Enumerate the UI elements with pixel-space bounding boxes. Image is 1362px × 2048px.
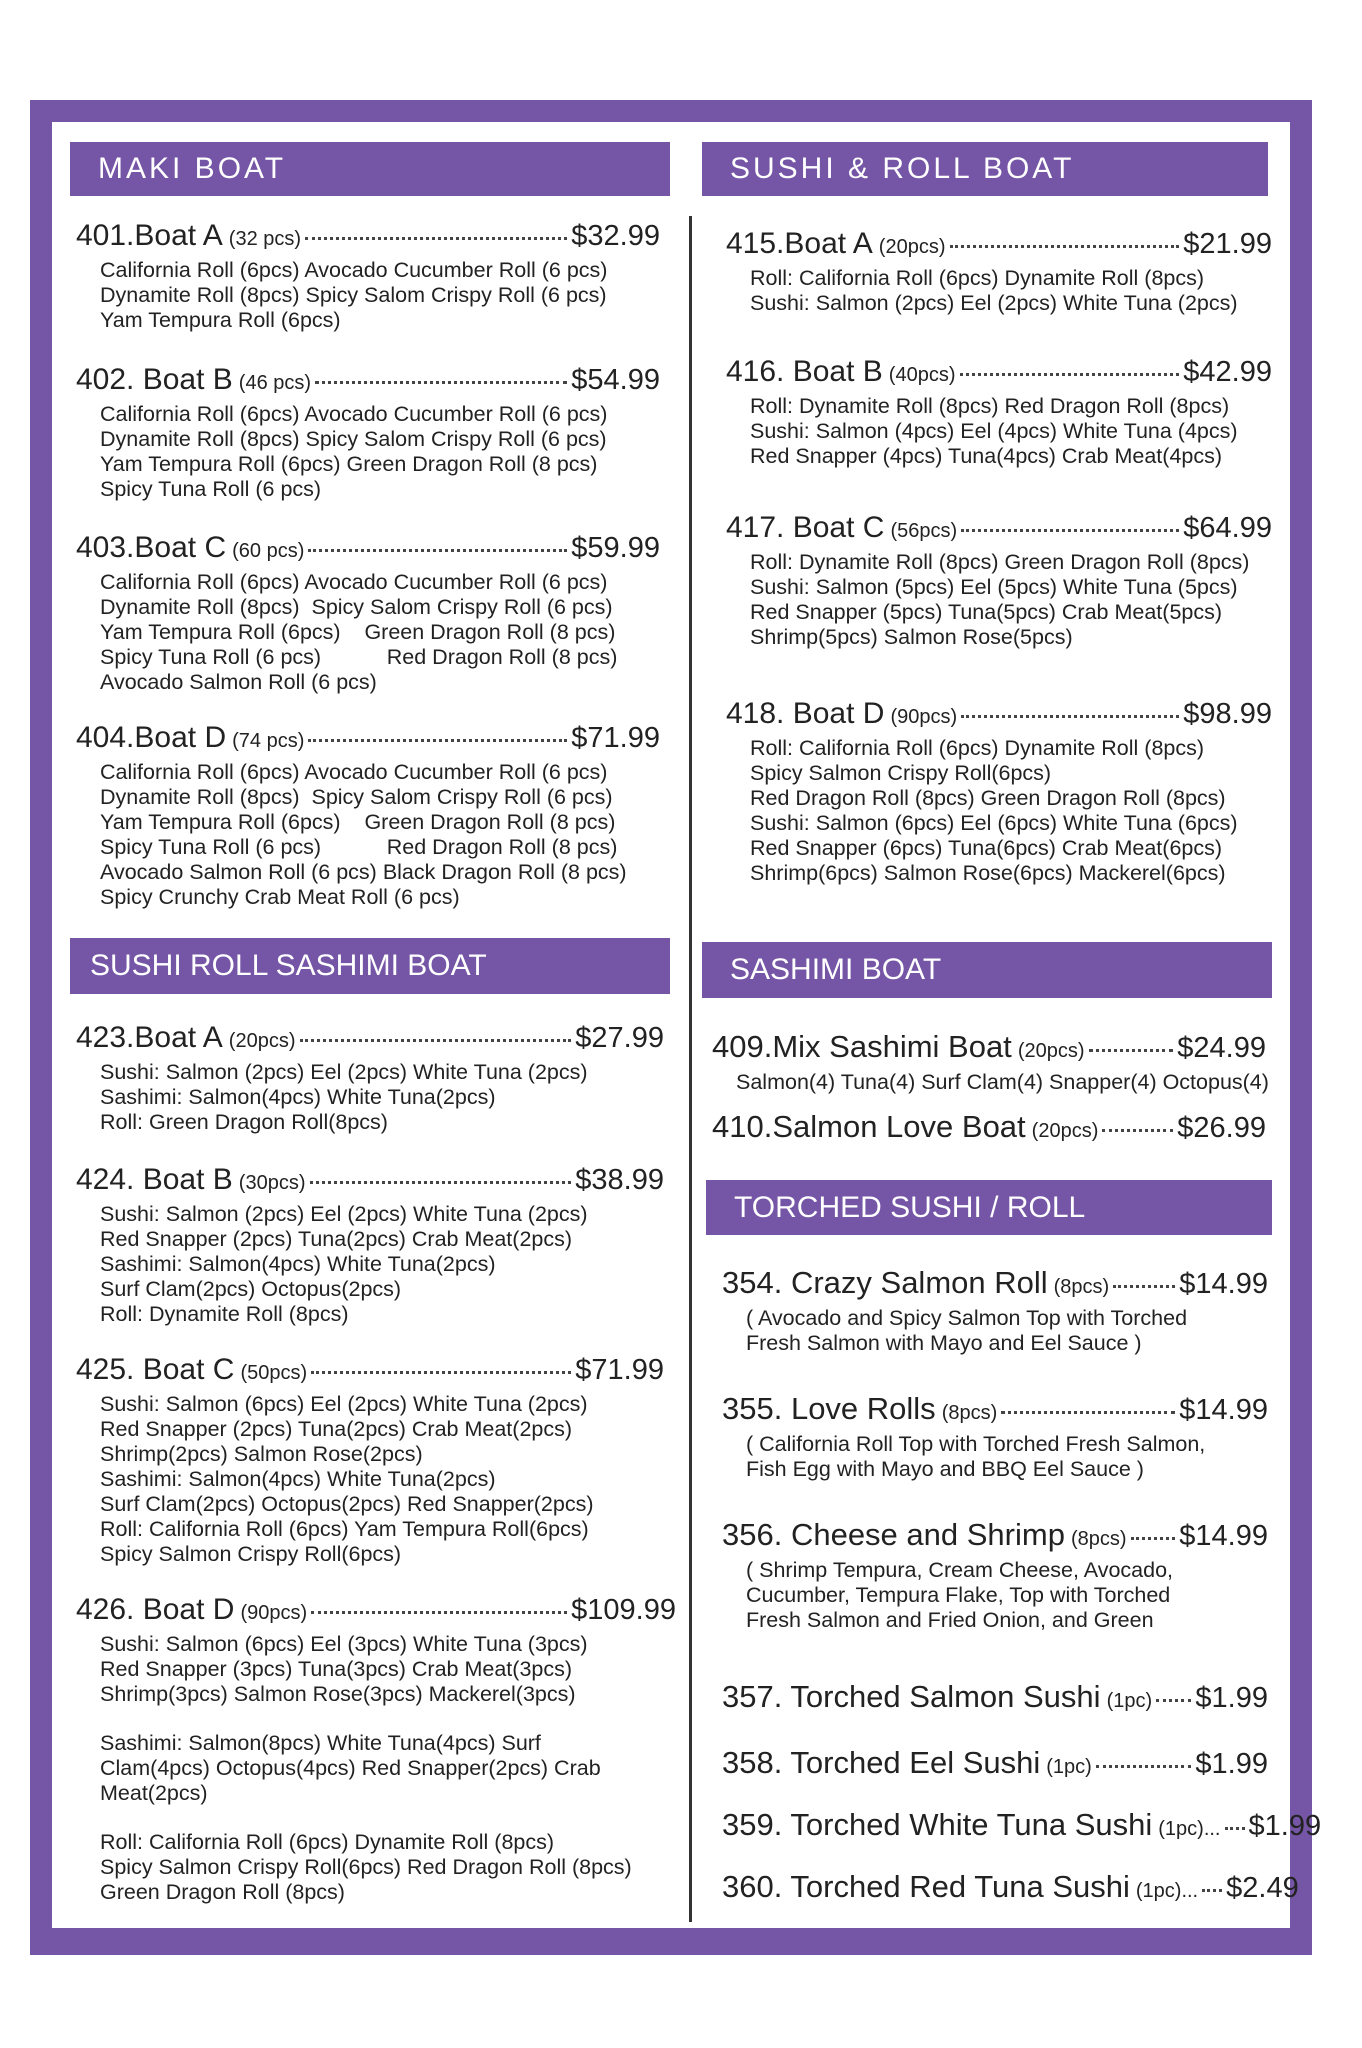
description-line: Meat(2pcs) [100, 1781, 208, 1805]
description-line: Sashimi: Salmon(4pcs) White Tuna(2pcs) [100, 1252, 496, 1276]
menu-item-name: 355. Love Rolls [722, 1391, 936, 1426]
dot-leader [311, 1611, 567, 1614]
menu-item-price: $21.99 [1183, 228, 1272, 260]
description-line: Fresh Salmon with Mayo and Eel Sauce ) [746, 1330, 1142, 1355]
description-line: Spicy Salmon Crispy Roll(6pcs) [750, 761, 1052, 785]
menu-item [722, 1390, 1268, 1482]
description-line: Surf Clam(2pcs) Octopus(2pcs) [100, 1277, 402, 1301]
description-line: ( Avocado and Spicy Salmon Top with Torched [746, 1305, 1188, 1330]
description-line: Sushi: Salmon (6pcs) Eel (6pcs) White Tuna (6pcs) [750, 811, 1238, 835]
torched-header: TORCHED SUSHI / ROLL [706, 1180, 1272, 1235]
menu-item-quantity: (8pcs) [941, 1402, 998, 1424]
description-spacer [100, 1707, 676, 1731]
column-divider [689, 216, 692, 1922]
description-line: Shrimp(3pcs) Salmon Rose(3pcs) Mackerel(3pcs) [100, 1682, 576, 1706]
menu-item-name: 416. Boat B [726, 355, 883, 388]
menu-item-title-line [76, 530, 660, 566]
menu-item [726, 226, 1272, 316]
dot-leader [961, 529, 1179, 532]
menu-item-quantity: (20pcs) [1017, 1040, 1085, 1062]
dot-leader [300, 1039, 572, 1042]
description-line: Dynamite Roll (8pcs) Spicy Salom Crispy Roll (6 pcs) [100, 595, 613, 619]
menu-item-description [76, 1632, 676, 1905]
menu-item-quantity: (74 pcs) [232, 730, 305, 752]
menu-item-title-line [76, 1162, 664, 1198]
menu-item-name: 403.Boat C [76, 531, 227, 564]
menu-item-name: 354. Crazy Salmon Roll [722, 1265, 1048, 1300]
menu-item-price: $1.99 [1195, 1682, 1268, 1714]
dot-leader [308, 549, 567, 552]
menu-item-description [712, 1069, 1269, 1095]
description-line: Roll: California Roll (6pcs) Dynamite Roll (8pcs) [750, 736, 1205, 760]
menu-item-quantity: (56pcs) [890, 520, 958, 542]
menu-item [76, 530, 660, 695]
menu-item-title-line [726, 354, 1272, 390]
menu-item-quantity: (1pc)... [1158, 1818, 1221, 1840]
dot-leader [1202, 1889, 1222, 1892]
sushi-roll-sashimi-boat-header: SUSHI ROLL SASHIMI BOAT [70, 938, 670, 994]
dot-leader [1001, 1411, 1175, 1414]
sashimi-boat-header: SASHIMI BOAT [702, 942, 1272, 998]
menu-item-name: 360. Torched Red Tuna Sushi [722, 1869, 1130, 1904]
menu-item [76, 720, 660, 910]
menu-item-description [76, 1202, 664, 1327]
menu-item-price: $2.49 [1226, 1872, 1299, 1904]
menu-item-price: $38.99 [575, 1164, 664, 1196]
menu-item-name: 401.Boat A [76, 219, 223, 252]
menu-item-title-line [722, 1744, 1268, 1782]
menu-item [726, 696, 1272, 886]
description-line: Shrimp(2pcs) Salmon Rose(2pcs) [100, 1442, 423, 1466]
menu-item-name: 359. Torched White Tuna Sushi [722, 1807, 1153, 1842]
menu-item-description [722, 1558, 1268, 1633]
description-line: Avocado Salmon Roll (6 pcs) Black Dragon Roll (8 pcs) [100, 860, 627, 884]
description-line: Shrimp(5pcs) Salmon Rose(5pcs) [750, 625, 1073, 649]
menu-item-name: 358. Torched Eel Sushi [722, 1745, 1041, 1780]
menu-item-title-line [726, 226, 1272, 262]
menu-item [726, 354, 1272, 469]
menu-item-price: $98.99 [1183, 698, 1272, 730]
description-line: Yam Tempura Roll (6pcs) [100, 308, 341, 332]
menu-item [76, 218, 660, 333]
description-line: Avocado Salmon Roll (6 pcs) [100, 670, 377, 694]
menu-item-description [76, 258, 660, 333]
description-line: Roll: California Roll (6pcs) Dynamite Roll (8pcs) [100, 1830, 555, 1854]
menu-item-quantity: (1pc)... [1135, 1880, 1199, 1902]
menu-item-name: 409.Mix Sashimi Boat [712, 1029, 1012, 1064]
menu-item-name: 418. Boat D [726, 697, 885, 730]
description-line: ( Shrimp Tempura, Cream Cheese, Avocado, [746, 1557, 1174, 1582]
menu-item-quantity: (1pc) [1106, 1690, 1153, 1712]
menu-item-name: 402. Boat B [76, 363, 233, 396]
menu-item-description [726, 394, 1272, 469]
description-line: Fish Egg with Mayo and BBQ Eel Sauce ) [746, 1456, 1144, 1481]
menu-item-description [726, 266, 1272, 316]
menu-item-price: $109.99 [571, 1594, 676, 1626]
description-line: Sashimi: Salmon(4pcs) White Tuna(2pcs) [100, 1467, 496, 1491]
menu-item-description [76, 570, 660, 695]
menu-item-name: 357. Torched Salmon Sushi [722, 1679, 1101, 1714]
description-line: Roll: Dynamite Roll (8pcs) Green Dragon Roll (8pcs) [750, 550, 1250, 574]
description-line: Sushi: Salmon (4pcs) Eel (4pcs) White Tuna (4pcs) [750, 419, 1238, 443]
sushi-roll-boat-header: SUSHI & ROLL BOAT [702, 142, 1268, 196]
menu-item-quantity: (32 pcs) [228, 228, 302, 250]
description-line: Roll: California Roll (6pcs) Yam Tempura Roll(6pcs) [100, 1517, 589, 1541]
description-line: Sashimi: Salmon(4pcs) White Tuna(2pcs) [100, 1085, 496, 1109]
dot-leader [1096, 1765, 1192, 1768]
menu-item-quantity: (30pcs) [238, 1172, 306, 1194]
description-line: Sushi: Salmon (6pcs) Eel (2pcs) White Tuna (2pcs) [100, 1392, 588, 1416]
description-line: Spicy Tuna Roll (6 pcs) Red Dragon Roll (8 pcs) [100, 645, 618, 669]
menu-item-name: 424. Boat B [76, 1163, 233, 1196]
menu-item [76, 362, 660, 502]
menu-item [722, 1806, 1322, 1844]
menu-item-price: $71.99 [575, 1354, 664, 1386]
menu-item-price: $14.99 [1179, 1268, 1268, 1300]
menu-item-quantity: (40pcs) [888, 364, 956, 386]
description-line: Surf Clam(2pcs) Octopus(2pcs) Red Snapper(2pcs) [100, 1492, 594, 1516]
menu-item-quantity: (20pcs) [878, 236, 946, 258]
description-line: Fresh Salmon and Fried Onion, and Green [746, 1607, 1154, 1632]
menu-item-name: 415.Boat A [726, 227, 873, 260]
menu-item-price: $1.99 [1248, 1810, 1322, 1842]
menu-item-quantity: (8pcs) [1053, 1276, 1110, 1298]
description-line: Red Snapper (2pcs) Tuna(2pcs) Crab Meat(2pcs) [100, 1227, 573, 1251]
menu-item-quantity: (50pcs) [240, 1362, 308, 1384]
menu-item-description [76, 402, 660, 502]
menu-item-title-line [722, 1264, 1268, 1302]
menu-item-price: $59.99 [571, 532, 660, 564]
description-line: California Roll (6pcs) Avocado Cucumber Roll (6 pcs) [100, 570, 608, 594]
menu-item-title-line [722, 1678, 1268, 1716]
menu-item [76, 1162, 664, 1327]
menu-item-name: 356. Cheese and Shrimp [722, 1517, 1065, 1552]
menu-item-description [722, 1306, 1268, 1356]
menu-item-quantity: (90pcs) [240, 1602, 308, 1624]
menu-item-description [726, 550, 1272, 650]
menu-item [76, 1020, 664, 1135]
dot-leader [305, 237, 567, 240]
description-line: Yam Tempura Roll (6pcs) Green Dragon Roll (8 pcs) [100, 620, 616, 644]
menu-item-name: 425. Boat C [76, 1353, 235, 1386]
description-line: Clam(4pcs) Octopus(4pcs) Red Snapper(2pcs) Crab [100, 1756, 601, 1780]
description-line: Cucumber, Tempura Flake, Top with Torched [746, 1582, 1171, 1607]
dot-leader [1113, 1285, 1175, 1288]
maki-boat-header: MAKI BOAT [70, 142, 670, 196]
description-line: Roll: Dynamite Roll (8pcs) [100, 1302, 349, 1326]
menu-item-title-line [726, 696, 1272, 732]
description-line: Red Dragon Roll (8pcs) Green Dragon Roll (8pcs) [750, 786, 1226, 810]
menu-item-quantity: (8pcs) [1070, 1528, 1127, 1550]
menu-item-quantity: (90pcs) [890, 706, 958, 728]
menu-item-title-line [722, 1390, 1268, 1428]
menu-item [76, 1352, 664, 1567]
menu-item-quantity: (60 pcs) [232, 540, 305, 562]
menu-item [712, 1108, 1266, 1146]
menu-item-quantity: (46 pcs) [238, 372, 312, 394]
description-line: Red Snapper (2pcs) Tuna(2pcs) Crab Meat(2pcs) [100, 1417, 573, 1441]
description-line: Roll: Dynamite Roll (8pcs) Red Dragon Roll (8pcs) [750, 394, 1230, 418]
menu-item-price: $64.99 [1183, 512, 1272, 544]
menu-item-title-line [76, 1592, 676, 1628]
menu-item-description [76, 1392, 664, 1567]
description-line: Dynamite Roll (8pcs) Spicy Salom Crispy Roll (6 pcs) [100, 785, 613, 809]
menu-item-title-line [76, 1352, 664, 1388]
dot-leader [1089, 1049, 1174, 1052]
dot-leader [308, 739, 567, 742]
menu-item-quantity: (1pc) [1046, 1756, 1092, 1778]
menu-item-price: $27.99 [575, 1022, 664, 1054]
menu-item-quantity: (20pcs) [228, 1030, 296, 1052]
menu-item-title-line [722, 1516, 1268, 1554]
menu-item-name: 423.Boat A [76, 1021, 223, 1054]
menu-item-description [76, 1060, 664, 1135]
menu-item-price: $14.99 [1179, 1520, 1268, 1552]
dot-leader [310, 1181, 572, 1184]
menu-item-price: $1.99 [1195, 1748, 1268, 1780]
menu-item [722, 1744, 1268, 1782]
menu-item-description [726, 736, 1272, 886]
menu-item-title-line [76, 720, 660, 756]
description-line: Red Snapper (4pcs) Tuna(4pcs) Crab Meat(4pcs) [750, 444, 1223, 468]
dot-leader [1225, 1827, 1245, 1830]
description-line: Spicy Tuna Roll (6 pcs) Red Dragon Roll (8 pcs) [100, 835, 618, 859]
dot-leader [950, 245, 1180, 248]
description-line: Sushi: Salmon (2pcs) Eel (2pcs) White Tuna (2pcs) [100, 1202, 588, 1226]
description-line: Roll: Green Dragon Roll(8pcs) [100, 1110, 388, 1134]
description-line: California Roll (6pcs) Avocado Cucumber Roll (6 pcs) [100, 760, 608, 784]
description-line: Sushi: Salmon (2pcs) Eel (2pcs) White Tuna (2pcs) [100, 1060, 588, 1084]
menu-item [722, 1678, 1268, 1716]
dot-leader [960, 373, 1180, 376]
dot-leader [1156, 1699, 1191, 1702]
description-line: Spicy Tuna Roll (6 pcs) [100, 477, 322, 501]
description-line: Spicy Salmon Crispy Roll(6pcs) [100, 1542, 402, 1566]
dot-leader [311, 1371, 571, 1374]
description-line: Sushi: Salmon (6pcs) Eel (3pcs) White Tuna (3pcs) [100, 1632, 588, 1656]
description-line: Sushi: Salmon (5pcs) Eel (5pcs) White Tuna (5pcs) [750, 575, 1238, 599]
menu-item-name: 410.Salmon Love Boat [712, 1109, 1026, 1144]
description-line: Sushi: Salmon (2pcs) Eel (2pcs) White Tuna (2pcs) [750, 291, 1238, 315]
description-line: Red Snapper (5pcs) Tuna(5pcs) Crab Meat(5pcs) [750, 600, 1223, 624]
dot-leader [1131, 1537, 1176, 1540]
menu-item-name: 426. Boat D [76, 1593, 235, 1626]
menu-item-title-line [726, 510, 1272, 546]
description-line: California Roll (6pcs) Avocado Cucumber Roll (6 pcs) [100, 402, 608, 426]
description-line: Shrimp(6pcs) Salmon Rose(6pcs) Mackerel(6pcs) [750, 861, 1226, 885]
description-line: Spicy Salmon Crispy Roll(6pcs) Red Dragon Roll (8pcs) [100, 1855, 632, 1879]
menu-item [722, 1264, 1268, 1356]
description-spacer [100, 1806, 676, 1830]
menu-item-price: $14.99 [1179, 1394, 1268, 1426]
dot-leader [1102, 1129, 1173, 1132]
description-line: Red Snapper (6pcs) Tuna(6pcs) Crab Meat(6pcs) [750, 836, 1223, 860]
menu-item-price: $26.99 [1177, 1112, 1266, 1144]
description-line: Spicy Crunchy Crab Meat Roll (6 pcs) [100, 885, 460, 909]
menu-item-title-line [722, 1868, 1299, 1906]
menu-item [722, 1516, 1268, 1633]
dot-leader [315, 381, 567, 384]
menu-item-price: $32.99 [571, 220, 660, 252]
menu-item-title-line [722, 1806, 1322, 1844]
description-line: Dynamite Roll (8pcs) Spicy Salom Crispy Roll (6 pcs) [100, 427, 607, 451]
menu-item [712, 1028, 1269, 1095]
dot-leader [961, 715, 1179, 718]
menu-item-title-line [76, 218, 660, 254]
description-line: ( California Roll Top with Torched Fresh Salmon, [746, 1431, 1206, 1456]
menu-item-title-line [712, 1108, 1266, 1146]
menu-item-price: $54.99 [571, 364, 660, 396]
menu-item [76, 1592, 676, 1905]
description-line: Salmon(4) Tuna(4) Surf Clam(4) Snapper(4) Octopus(4) [736, 1069, 1269, 1094]
menu-item-name: 404.Boat D [76, 721, 227, 754]
menu-item-description [722, 1432, 1268, 1482]
menu-item-price: $42.99 [1183, 356, 1272, 388]
description-line: California Roll (6pcs) Avocado Cucumber Roll (6 pcs) [100, 258, 608, 282]
description-line: Yam Tempura Roll (6pcs) Green Dragon Roll (8 pcs) [100, 452, 598, 476]
description-line: Red Snapper (3pcs) Tuna(3pcs) Crab Meat(3pcs) [100, 1657, 573, 1681]
menu-item-price: $24.99 [1177, 1032, 1266, 1064]
menu-item-name: 417. Boat C [726, 511, 885, 544]
description-line: Roll: California Roll (6pcs) Dynamite Roll (8pcs) [750, 266, 1205, 290]
menu-item-quantity: (20pcs) [1031, 1120, 1099, 1142]
menu-item-title-line [76, 362, 660, 398]
description-line: Yam Tempura Roll (6pcs) Green Dragon Roll (8 pcs) [100, 810, 616, 834]
menu-item-title-line [712, 1028, 1266, 1066]
menu-item-description [76, 760, 660, 910]
description-line: Sashimi: Salmon(8pcs) White Tuna(4pcs) Surf [100, 1731, 541, 1755]
menu-item [726, 510, 1272, 650]
menu-item [722, 1868, 1299, 1906]
menu-item-price: $71.99 [571, 722, 660, 754]
menu-item-title-line [76, 1020, 664, 1056]
description-line: Green Dragon Roll (8pcs) [100, 1880, 345, 1904]
description-line: Dynamite Roll (8pcs) Spicy Salom Crispy Roll (6 pcs) [100, 283, 607, 307]
